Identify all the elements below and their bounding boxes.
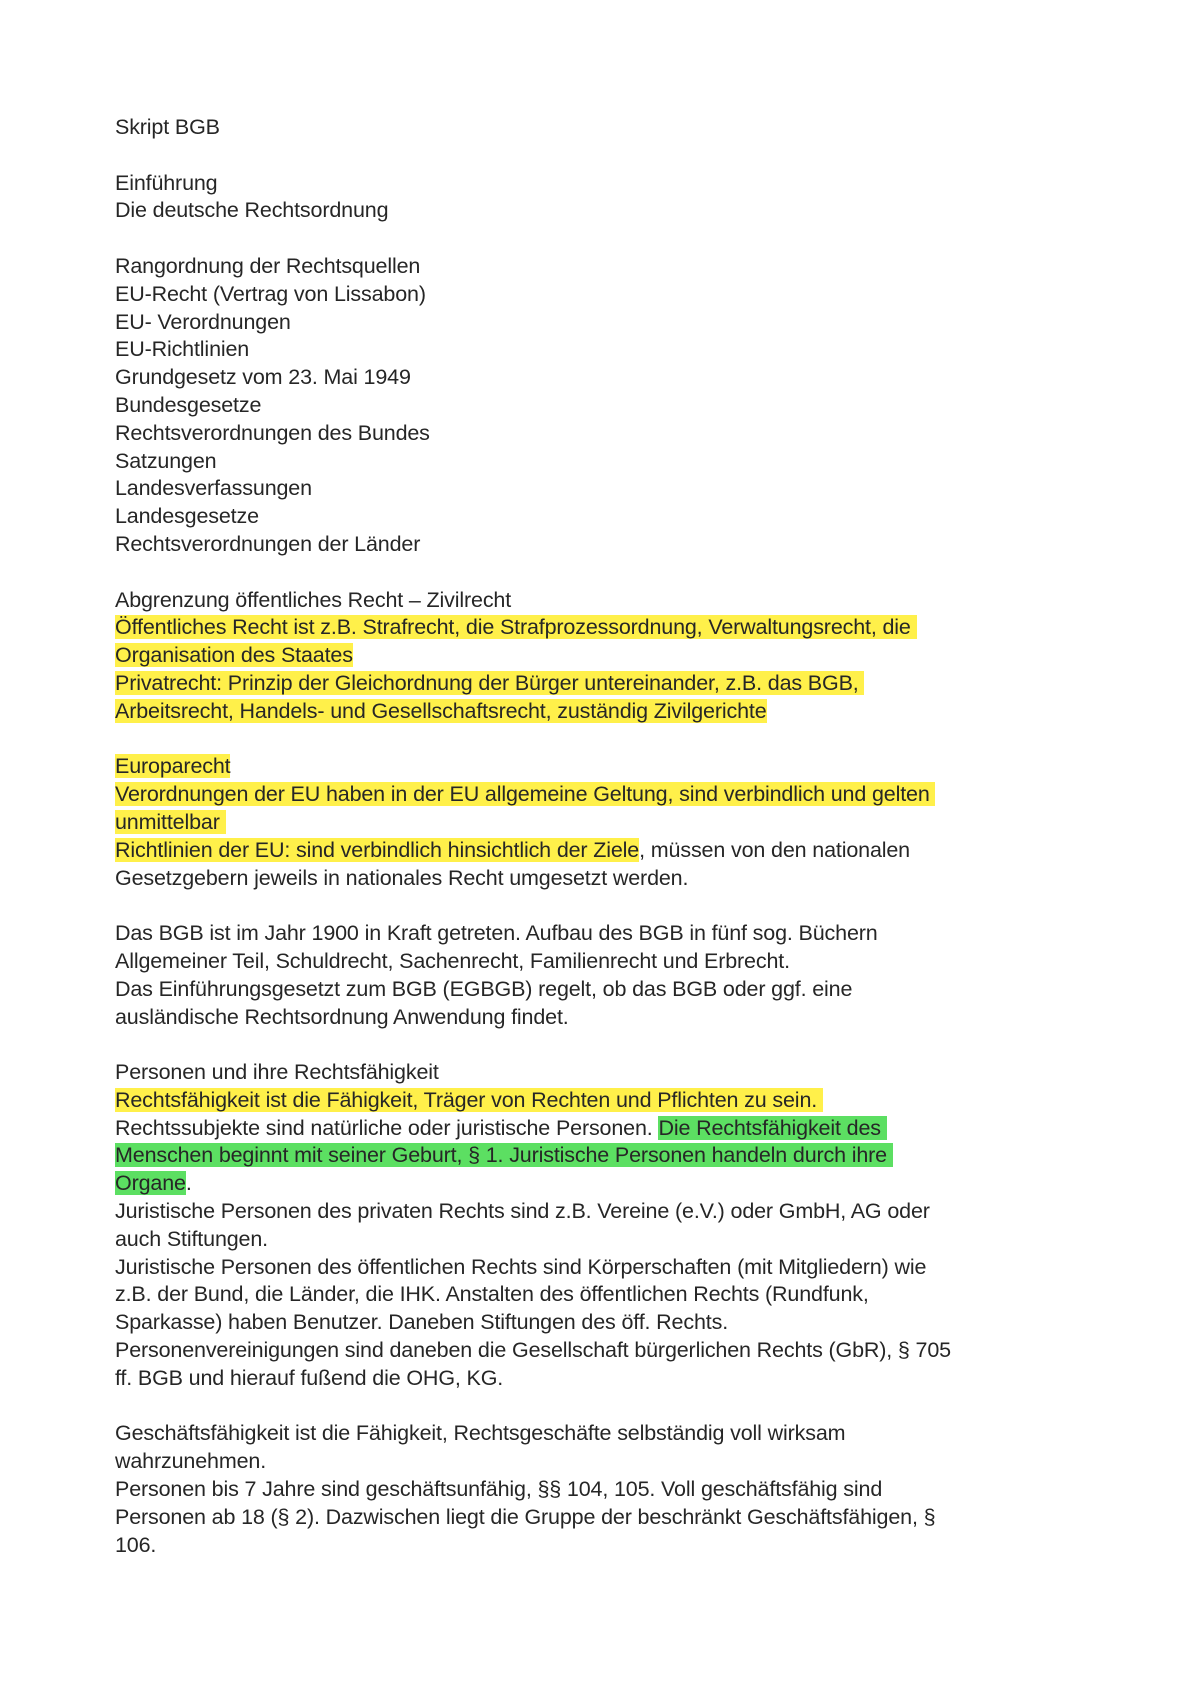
text-line <box>115 1170 1085 1198</box>
text-line: ff. BGB und hierauf fußend die OHG, KG. <box>115 1365 504 1390</box>
list-item: Rechtsverordnungen des Bundes <box>115 420 430 445</box>
text-line: Personen ab 18 (§ 2). Dazwischen liegt die Gruppe der beschränkt Geschäftsfähigen, § <box>115 1504 936 1529</box>
spacer <box>115 1393 1085 1421</box>
section-heading-personen: Personen und ihre Rechtsfähigkeit <box>115 1060 439 1085</box>
yellow-highlight: Privatrecht: Prinzip der Gleichordnung der Bürger untereinander, z.B. das BGB, <box>115 670 865 695</box>
plain-text: , müssen von den nationalen <box>639 837 910 862</box>
spacer <box>115 225 1085 253</box>
yellow-highlight: unmittelbar <box>115 809 226 834</box>
spacer <box>115 892 1085 920</box>
section-heading-einfuehrung: Einführung <box>115 170 218 195</box>
list-item: Grundgesetz vom 23. Mai 1949 <box>115 365 411 390</box>
text-line <box>115 670 1085 698</box>
text-line: Sparkasse) haben Benutzer. Daneben Stiftungen des öff. Rechts. <box>115 1310 729 1335</box>
text-line: Allgemeiner Teil, Schuldrecht, Sachenrecht, Familienrecht und Erbrecht. <box>115 948 790 973</box>
text-line <box>115 614 1085 642</box>
text-line: ausländische Rechtsordnung Anwendung findet. <box>115 1004 569 1029</box>
list-item: EU- Verordnungen <box>115 309 291 334</box>
text-line: 106. <box>115 1532 157 1557</box>
list-item: Satzungen <box>115 448 217 473</box>
text-line <box>115 837 1085 865</box>
green-highlight: Die Rechtsfähigkeit des <box>658 1115 887 1140</box>
spacer <box>115 559 1085 587</box>
yellow-highlight: Öffentliches Recht ist z.B. Strafrecht, die Strafprozessordnung, Verwaltungsrecht, die <box>115 615 917 640</box>
text-line: Das BGB ist im Jahr 1900 in Kraft getreten. Aufbau des BGB in fünf sog. Büchern <box>115 921 878 946</box>
plain-text: . <box>185 1171 192 1196</box>
text-line <box>115 1142 1085 1170</box>
list-item: Landesgesetze <box>115 504 259 529</box>
text-line <box>115 753 1085 781</box>
list-item: Bundesgesetze <box>115 392 262 417</box>
yellow-highlight: Verordnungen der EU haben in der EU allgemeine Geltung, sind verbindlich und gelten <box>115 782 936 807</box>
document-title: Skript BGB <box>115 115 220 139</box>
yellow-highlight: Rechtsfähigkeit ist die Fähigkeit, Träger von Rechten und Pflichten zu sein. <box>115 1087 823 1112</box>
green-highlight: Menschen beginnt mit seiner Geburt, § 1. Juristische Personen handeln durch ihre <box>115 1143 893 1168</box>
section-heading-rangordnung: Rangordnung der Rechtsquellen <box>115 253 421 278</box>
spacer <box>115 1031 1085 1059</box>
plain-text: Rechtssubjekte sind natürliche oder juristische Personen. <box>115 1115 659 1140</box>
text-line: Gesetzgebern jeweils in nationales Recht umgesetzt werden. <box>115 865 689 890</box>
section-heading-europarecht: Europarecht <box>115 754 231 779</box>
spacer <box>115 726 1085 754</box>
text-line: z.B. der Bund, die Länder, die IHK. Anstalten des öffentlichen Rechts (Rundfunk, <box>115 1282 869 1307</box>
spacer <box>115 142 1085 170</box>
text-line: auch Stiftungen. <box>115 1226 268 1251</box>
text-line: Personen bis 7 Jahre sind geschäftsunfähig, §§ 104, 105. Voll geschäftsfähig sind <box>115 1477 883 1502</box>
yellow-highlight: Arbeitsrecht, Handels- und Gesellschaftsrecht, zuständig Zivilgerichte <box>115 698 767 723</box>
text-line: Juristische Personen des öffentlichen Rechts sind Körperschaften (mit Mitgliedern) wie <box>115 1254 927 1279</box>
yellow-highlight: Organisation des Staates <box>115 643 353 668</box>
text-line: Das Einführungsgesetzt zum BGB (EGBGB) regelt, ob das BGB oder ggf. eine <box>115 976 853 1001</box>
text-line: Personenvereinigungen sind daneben die Gesellschaft bürgerlichen Rechts (GbR), § 705 <box>115 1338 951 1363</box>
text-line <box>115 1115 1085 1143</box>
text-line: wahrzunehmen. <box>115 1449 267 1474</box>
section-heading-abgrenzung: Abgrenzung öffentliches Recht – Zivilrecht <box>115 587 512 612</box>
text-line <box>115 642 1085 670</box>
list-item: EU-Recht (Vertrag von Lissabon) <box>115 281 426 306</box>
text-line <box>115 698 1085 726</box>
text-line <box>115 1087 1085 1115</box>
document-body <box>115 114 1085 1559</box>
green-highlight: Organe <box>115 1171 186 1196</box>
yellow-highlight: Richtlinien der EU: sind verbindlich hinsichtlich der Ziele <box>115 837 640 862</box>
list-item: EU-Richtlinien <box>115 337 250 362</box>
list-item: Rechtsverordnungen der Länder <box>115 531 421 556</box>
text-line <box>115 781 1085 809</box>
list-item: Landesverfassungen <box>115 476 312 501</box>
text-line <box>115 809 1085 837</box>
text-line: Juristische Personen des privaten Rechts sind z.B. Vereine (e.V.) oder GmbH, AG oder <box>115 1199 930 1224</box>
text-line: Geschäftsfähigkeit ist die Fähigkeit, Rechtsgeschäfte selbständig voll wirksam <box>115 1421 846 1446</box>
subheading-rechtsordnung: Die deutsche Rechtsordnung <box>115 198 389 223</box>
